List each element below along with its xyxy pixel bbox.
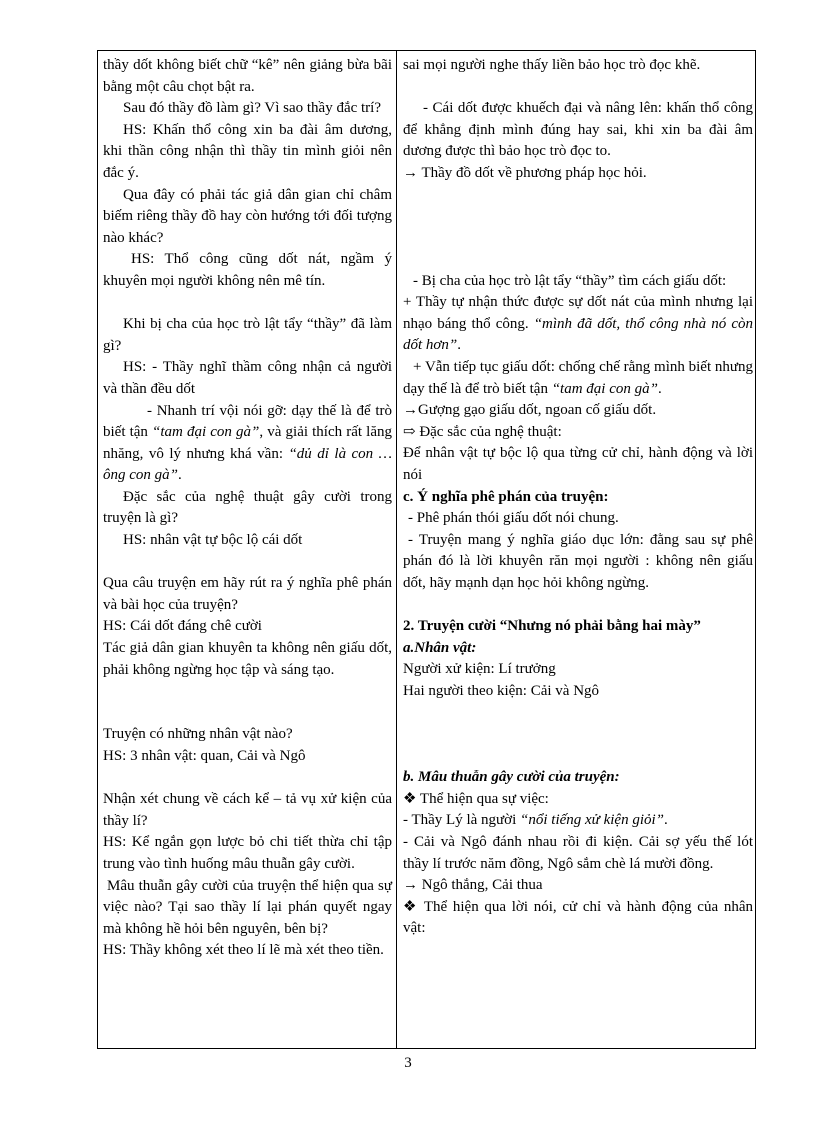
student-answer: HS: Thổ công cũng dốt nát, ngầm ý khuyên mọi người không nên mê tín. (103, 251, 392, 289)
question: Đặc sắc của nghệ thuật gây cười trong truyện là gì? (103, 488, 392, 527)
right-text: → Thầy đồ dốt về phương pháp học hỏi. (403, 164, 647, 181)
student-answer: HS: nhân vật tự bộc lộ cái dốt (123, 532, 303, 549)
section-heading: c. Ý nghĩa phê phán của truyện: (403, 488, 609, 505)
student-answer: HS: Cái dốt đáng chê cười (103, 618, 262, 635)
right-text: Để nhân vật tự bộc lộ qua từng cử chỉ, hành động và lời nói (403, 445, 753, 483)
right-text: ⇨ Đặc sắc của nghệ thuật: (403, 423, 562, 440)
two-column-table (97, 50, 756, 1049)
right-text: Hai người theo kiện: Cải và Ngô (403, 682, 600, 699)
left-text: Tác giả dân gian khuyên ta không nên giấu dốt, phải không ngừng học tập và sáng tạo. (103, 640, 392, 678)
student-answer: HS: Khấn thổ công xin ba đài âm dương, khi thần công nhận thì thầy tin mình giỏi nên đắc ý. (103, 121, 392, 181)
right-text: → Ngô thắng, Cải thua (403, 877, 543, 894)
right-text: sai mọi người nghe thấy liền bảo học trò đọc khẽ. (403, 57, 701, 73)
student-answer: HS: Kể ngắn gọn lược bỏ chi tiết thừa chỉ tập trung vào tình huống mâu thuẫn gây cười. (103, 834, 392, 872)
right-text: + Vẫn tiếp tục giấu dốt: chống chế rằng mình biết nhưng dạy thế là để trò biết tận “tam đại con gà”. (403, 358, 753, 397)
right-text: - Truyện mang ý nghĩa giáo dục lớn: đằng sau sự phê phán đó là lời khuyên răn mọi người : không nên giấu dốt, hãy mạnh dạn học hỏi không ngừng. (403, 531, 753, 591)
left-column (103, 55, 392, 962)
student-answer: HS: - Thầy nghĩ thầm công nhận cả người và thần đều dốt (103, 359, 392, 397)
right-column (403, 55, 753, 940)
right-text: →Gượng gạo giấu dốt, ngoan cố giấu dốt. (403, 402, 657, 419)
student-answer: HS: 3 nhân vật: quan, Cải và Ngô (103, 748, 306, 764)
right-text: Người xử kiện: Lí trưởng (403, 661, 556, 678)
section-heading: b. Mâu thuẫn gây cười của truyện: (403, 769, 620, 786)
right-text: ❖ Thể hiện qua sự việc: (403, 790, 549, 807)
left-text: thầy dốt không biết chữ “kê” nên giảng bừa bãi bằng một câu chọt bật ra. (103, 57, 392, 95)
student-answer: HS: Thầy không xét theo lí lẽ mà xét theo tiền. (103, 942, 384, 959)
right-text: - Bị cha của học trò lật tẩy “thầy” tìm cách giấu dốt: (413, 272, 727, 289)
section-heading: a.Nhân vật: (403, 639, 477, 656)
right-text: - Cải và Ngô đánh nhau rồi đi kiện. Cải sợ yếu thế lót thầy lí trước năm đồng, Ngô sắm chè lá mười đồng. (403, 834, 753, 872)
question: Truyện có những nhân vật nào? (103, 726, 293, 743)
question: Qua đây có phải tác giả dân gian chỉ châm biếm riêng thầy đồ hay còn hướng tới đối tượng nào khác? (103, 186, 392, 246)
column-divider (396, 51, 397, 1048)
right-text: - Thầy Lý là người “nổi tiếng xử kiện giỏi”. (403, 812, 668, 829)
right-text: ❖ Thể hiện qua lời nói, cử chỉ và hành động của nhân vật: (403, 898, 753, 937)
question: Sau đó thầy đồ làm gì? Vì sao thầy đắc trí? (123, 100, 381, 117)
question: Khi bị cha của học trò lật tẩy “thầy” đã làm gì? (103, 316, 392, 354)
student-answer: - Nhanh trí vội nói gỡ: dạy thế là để trò biết tận “tam đại con gà”, và giải thích rất lăng nhăng, vô lý nhưng khá vần: “dủ dỉ là con … ông con gà”. (103, 402, 392, 484)
right-text: - Phê phán thói giấu dốt nói chung. (408, 510, 619, 527)
question: Qua câu truyện em hãy rút ra ý nghĩa phê phán và bài học của truyện? (103, 575, 392, 613)
right-text: + Thầy tự nhận thức được sự dốt nát của mình nhưng lại nhạo báng thổ công. “mình đã dốt, thổ công nhà nó còn dốt hơn”. (403, 294, 753, 354)
page-number: 3 (404, 1055, 412, 1071)
question: Mâu thuẫn gây cười của truyện thể hiện qua sự việc nào? Tại sao thầy lí lại phán quyết ngay mà không hề hỏi bên nguyên, bên bị? (103, 877, 392, 937)
section-heading: 2. Truyện cười “Nhưng nó phải bằng hai mày” (403, 618, 701, 635)
right-text: - Cái dốt được khuếch đại và nâng lên: khấn thổ công để khẳng định mình đúng hay sai, khi xin ba đài âm dương được thì bảo học trò đọc to. (403, 100, 753, 160)
question: Nhận xét chung về cách kể – tả vụ xử kiện của thầy lí? (103, 791, 392, 829)
